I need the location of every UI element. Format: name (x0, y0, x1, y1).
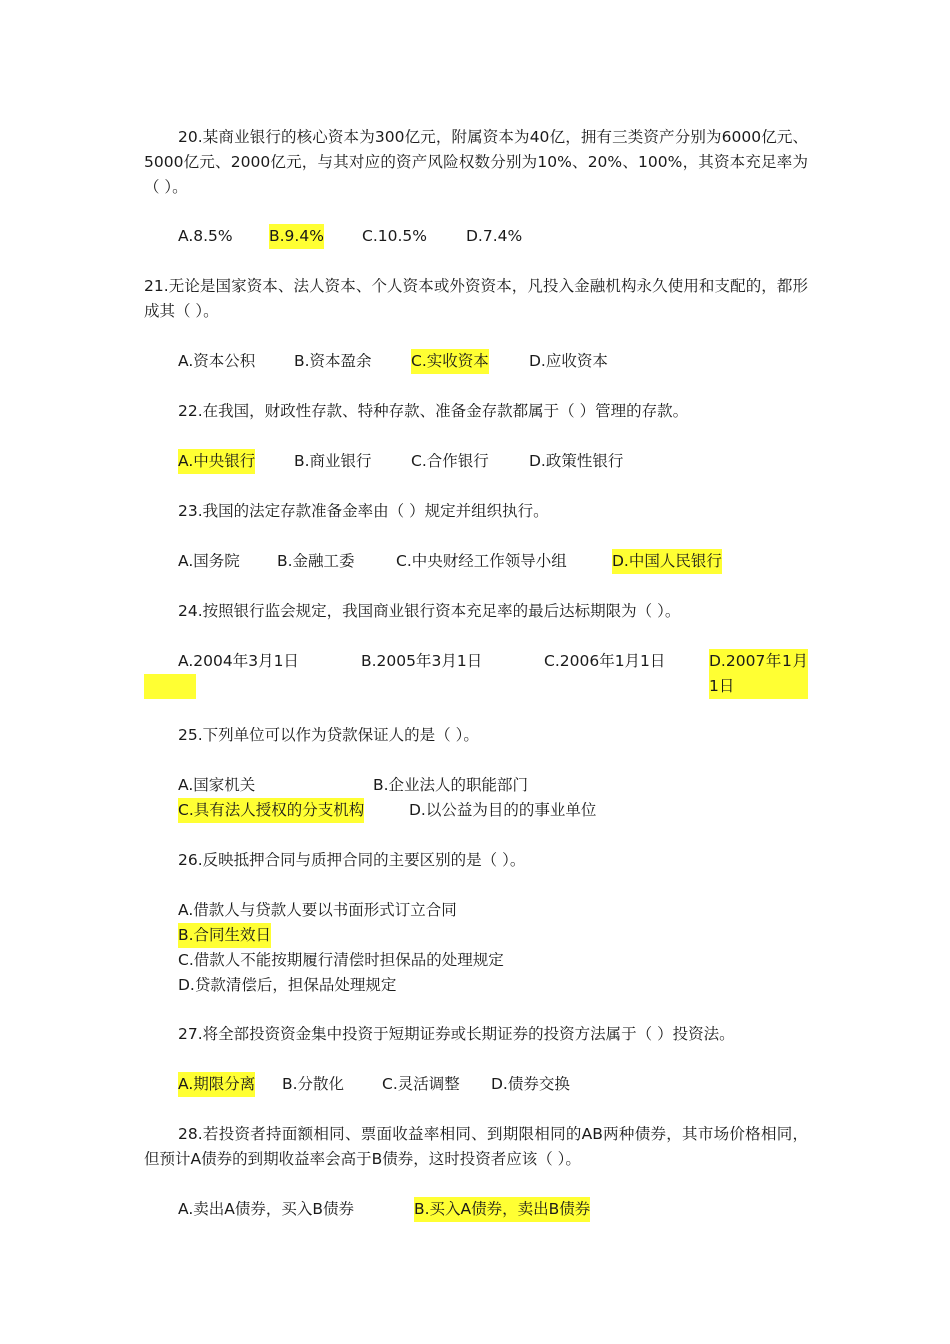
option-24-b: B.2005年3月1日 (361, 652, 483, 670)
option-20-c: C.10.5% (362, 227, 427, 245)
question-20: 20.某商业银行的核心资本为300亿元，附属资本为40亿，拥有三类资产分别为6000亿元、5000亿元、2000亿元，与其对应的资产风险权数分别为10%、20%、100%，其资本充足率为（ ）。 (144, 128, 808, 196)
option-26-a: A.借款人与贷款人要以书面形式订立合同 (178, 901, 457, 919)
option-25-d: D.以公益为目的的事业单位 (409, 801, 597, 819)
option-24-a: A.2004年3月1日 (178, 652, 299, 670)
option-24-c: C.2006年1月1日 (544, 652, 666, 670)
question-25: 25.下列单位可以作为贷款保证人的是（ ）。 (178, 726, 479, 744)
option-21-c-answer: C.实收资本 (411, 349, 489, 374)
option-27-b: B.分散化 (282, 1075, 345, 1093)
option-22-c: C.合作银行 (411, 452, 489, 470)
option-23-b: B.金融工委 (277, 552, 355, 570)
option-21-b: B.资本盈余 (294, 352, 372, 370)
option-28-a: A.卖出A债券，买入B债券 (178, 1200, 354, 1218)
option-20-a: A.8.5% (178, 227, 233, 245)
option-21-d: D.应收资本 (529, 352, 608, 370)
option-20-b-answer: B.9.4% (269, 224, 324, 249)
option-25-a: A.国家机关 (178, 776, 256, 794)
question-26: 26.反映抵押合同与质押合同的主要区别的是（ ）。 (178, 851, 526, 869)
option-25-c-answer: C.具有法人授权的分支机构 (178, 798, 364, 823)
option-28-b-answer: B.买入A债券，卖出B债券 (414, 1197, 590, 1222)
option-22-d: D.政策性银行 (529, 452, 624, 470)
option-23-d-answer: D.中国人民银行 (612, 549, 722, 574)
question-27: 27.将全部投资资金集中投资于短期证券或长期证券的投资方法属于（ ）投资法。 (178, 1025, 735, 1043)
option-23-a: A.国务院 (178, 552, 240, 570)
question-23: 23.我国的法定存款准备金率由（ ）规定并组织执行。 (178, 502, 549, 520)
option-26-d: D.贷款清偿后，担保品处理规定 (178, 976, 397, 994)
option-23-c: C.中央财经工作领导小组 (396, 552, 567, 570)
question-24: 24.按照银行监会规定，我国商业银行资本充足率的最后达标期限为（ ）。 (178, 602, 681, 620)
option-26-c: C.借款人不能按期履行清偿时担保品的处理规定 (178, 951, 504, 969)
option-27-c: C.灵活调整 (382, 1075, 460, 1093)
option-22-b: B.商业银行 (294, 452, 372, 470)
option-25-b: B.企业法人的职能部门 (373, 776, 529, 794)
option-20-d: D.7.4% (466, 227, 523, 245)
option-26-b-answer: B.合同生效日 (178, 923, 271, 948)
option-27-d: D.债券交换 (491, 1075, 570, 1093)
question-22: 22.在我国，财政性存款、特种存款、准备金存款都属于（ ）管理的存款。 (178, 402, 689, 420)
question-28: 28.若投资者持面额相同、票面收益率相同、到期限相同的AB两种债券，其市场价格相同，但预计A债券的到期收益率会高于B债券，这时投资者应该（ ）。 (144, 1125, 808, 1168)
option-24-d-answer: D.2007年1月1日 (709, 649, 808, 699)
option-22-a-answer: A.中央银行 (178, 449, 255, 474)
option-24-d-answer-wrap (144, 674, 196, 699)
option-21-a: A.资本公积 (178, 352, 256, 370)
question-21: 21.无论是国家资本、法人资本、个人资本或外资资本，凡投入金融机构永久使用和支配的，都形成其（ ）。 (144, 277, 808, 320)
option-27-a-answer: A.期限分离 (178, 1072, 255, 1097)
